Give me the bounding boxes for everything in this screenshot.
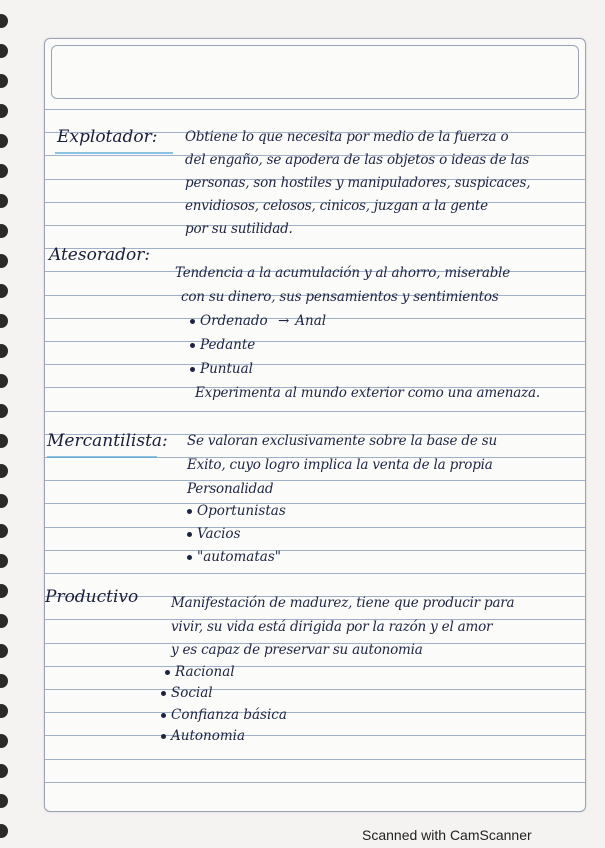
binding-ring: [0, 734, 8, 748]
atesorador-bullet-1: [190, 313, 326, 329]
mercantilista-bullet-1: [187, 503, 286, 519]
term-highlight: [55, 152, 173, 154]
bullet-dot: [190, 343, 195, 348]
binding-ring: [0, 704, 8, 718]
binding-ring: [0, 794, 8, 808]
binding-ring: [0, 614, 8, 628]
binding-ring: [0, 464, 8, 478]
binding-ring: [0, 674, 8, 688]
productivo-line-2: vivir, su vida está dirigida por la razón y el amor: [171, 619, 493, 635]
binding-ring: [0, 524, 8, 538]
explotador-line-4: envidiosos, celosos, cinicos, juzgan a la gente: [185, 198, 488, 214]
bullet-label: Racional: [175, 664, 235, 680]
term-productivo: Productivo: [45, 587, 139, 607]
binding-ring: [0, 74, 8, 88]
arrow-target: Anal: [295, 313, 327, 329]
productivo-bullet-2: [161, 685, 213, 701]
bullet-label: Ordenado: [200, 313, 268, 329]
notebook-page: [44, 38, 586, 812]
mercantilista-line-1: Se valoran exclusivamente sobre la base de su: [187, 433, 497, 449]
bullet-dot: [187, 532, 192, 537]
term-explotador: Explotador:: [57, 127, 158, 147]
term-highlight: [47, 456, 157, 458]
binding-ring: [0, 374, 8, 388]
atesorador-closing: Experimenta al mundo exterior como una amenaza.: [195, 385, 540, 401]
binding-ring: [0, 44, 8, 58]
productivo-bullet-3: [161, 707, 287, 723]
binding-ring: [0, 764, 8, 778]
explotador-line-2: del engaño, se apodera de las objetos o ideas de las: [185, 152, 530, 168]
binding-ring: [0, 314, 8, 328]
bullet-label: Vacios: [197, 526, 241, 542]
binding-ring: [0, 494, 8, 508]
explotador-line-1: Obtiene lo que necesita por medio de la fuerza o: [185, 129, 509, 145]
handwritten-notes: [45, 39, 585, 811]
binding-ring: [0, 104, 8, 118]
productivo-line-1: Manifestación de madurez, tiene que producir para: [171, 595, 515, 611]
productivo-bullet-1: [165, 664, 235, 680]
bullet-label: Social: [171, 685, 213, 701]
binding-ring: [0, 344, 8, 358]
mercantilista-bullet-2: [187, 526, 241, 542]
atesorador-bullet-2: [190, 337, 255, 353]
bullet-label: Pedante: [200, 337, 256, 353]
explotador-line-3: personas, son hostiles y manipuladores, suspicaces,: [185, 175, 531, 191]
binding-ring: [0, 644, 8, 658]
bullet-label: Autonomia: [171, 728, 245, 744]
binding-ring: [0, 224, 8, 238]
bullet-label: "automatas": [197, 549, 281, 565]
binding-ring: [0, 824, 8, 838]
binding-ring: [0, 134, 8, 148]
bullet-label: Confianza básica: [171, 707, 287, 723]
mercantilista-line-2: Exito, cuyo logro implica la venta de la propia: [187, 457, 493, 473]
binding-ring: [0, 14, 8, 28]
bullet-dot: [187, 509, 192, 514]
binding-ring: [0, 194, 8, 208]
explotador-line-5: por su sutilidad.: [185, 221, 293, 237]
bullet-dot: [187, 555, 192, 560]
bullet-label: Oportunistas: [197, 503, 286, 519]
atesorador-line-2: con su dinero, sus pensamientos y sentimientos: [181, 289, 499, 305]
binding-ring: [0, 254, 8, 268]
mercantilista-bullet-3: [187, 549, 281, 565]
spiral-binding: [0, 0, 14, 848]
bullet-dot: [161, 713, 166, 718]
productivo-bullet-4: [161, 728, 245, 744]
binding-ring: [0, 284, 8, 298]
binding-ring: [0, 404, 8, 418]
bullet-dot: [190, 319, 195, 324]
scanner-watermark: Scanned with CamScanner: [362, 827, 532, 843]
binding-ring: [0, 434, 8, 448]
term-atesorador: Atesorador:: [49, 245, 151, 265]
bullet-dot: [161, 691, 166, 696]
arrow-icon: →: [277, 313, 290, 329]
binding-ring: [0, 164, 8, 178]
bullet-label: Puntual: [200, 361, 253, 377]
bullet-dot: [190, 367, 195, 372]
binding-ring: [0, 584, 8, 598]
atesorador-line-1: Tendencia a la acumulación y al ahorro, miserable: [175, 265, 511, 281]
bullet-dot: [161, 734, 166, 739]
term-mercantilista: Mercantilista:: [47, 431, 168, 451]
productivo-line-3: y es capaz de preservar su autonomia: [171, 642, 423, 658]
mercantilista-line-3: Personalidad: [187, 481, 274, 497]
binding-ring: [0, 554, 8, 568]
bullet-dot: [165, 670, 170, 675]
atesorador-bullet-3: [190, 361, 253, 377]
